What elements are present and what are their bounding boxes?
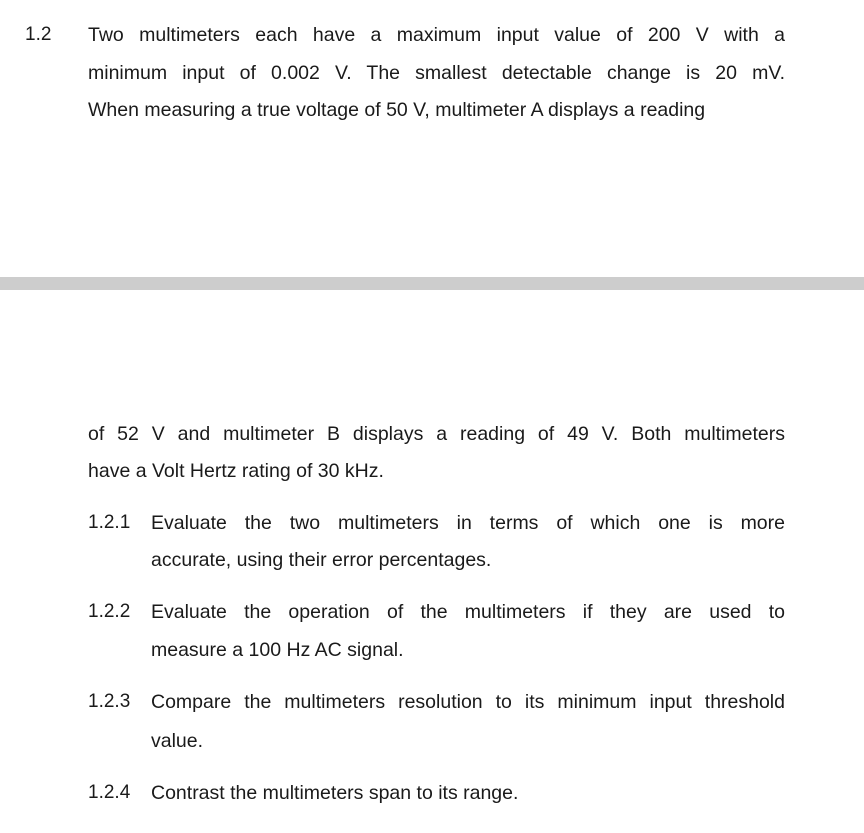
subquestion-text-line: Evaluate the operation of the multimeters if they are used to <box>151 601 785 623</box>
subquestion-text-line: measure a 100 Hz AC signal. <box>151 639 404 661</box>
subquestion-number: 1.2.2 <box>88 601 131 622</box>
question-number: 1.2 <box>25 24 52 45</box>
intro-line-3: When measuring a true voltage of 50 V, multimeter A displays a reading <box>88 99 706 121</box>
subquestion-text-line: Compare the multimeters resolution to its minimum input threshold <box>151 691 785 713</box>
subquestion-text-line: Contrast the multimeters span to its range. <box>151 782 519 804</box>
subquestion-number: 1.2.4 <box>88 782 131 803</box>
subquestion-text-line: accurate, using their error percentages. <box>151 549 492 571</box>
subquestion-text-line: Evaluate the two multimeters in terms of which one is more <box>151 512 785 534</box>
subquestion-number: 1.2.3 <box>88 691 131 712</box>
intro-line-4: of 52 V and multimeter B displays a reading of 49 V. Both multimeters <box>88 423 785 445</box>
intro-line-1: Two multimeters each have a maximum input value of 200 V with a <box>88 24 785 46</box>
intro-line-2: minimum input of 0.002 V. The smallest detectable change is 20 mV. <box>88 62 785 84</box>
subquestion-text-line: value. <box>151 730 204 752</box>
page-break-divider <box>0 277 864 290</box>
subquestion-number: 1.2.1 <box>88 512 131 533</box>
intro-line-5: have a Volt Hertz rating of 30 kHz. <box>88 460 384 482</box>
